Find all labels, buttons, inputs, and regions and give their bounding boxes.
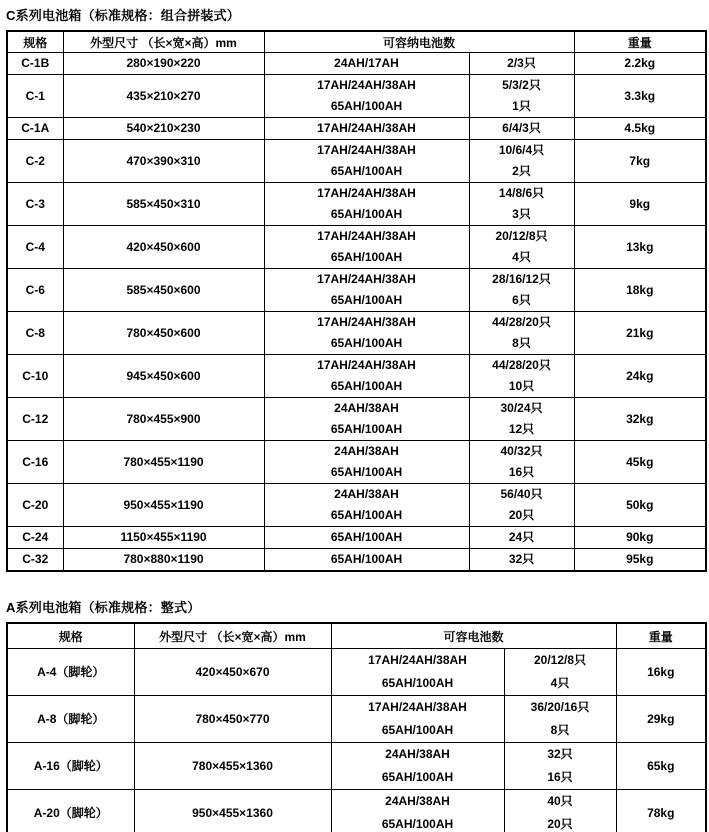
size-cell bbox=[63, 441, 264, 484]
battery-count-line: 16只 bbox=[547, 770, 573, 784]
battery-counts-cell bbox=[469, 75, 574, 118]
weight-value: 16kg bbox=[647, 664, 675, 679]
table-row bbox=[7, 790, 706, 832]
battery-types-cell bbox=[331, 790, 504, 832]
battery-type-line: 24AH/38AH bbox=[385, 794, 450, 808]
weight-cell bbox=[574, 398, 706, 441]
battery-type-line: 17AH/24AH/38AH bbox=[317, 143, 416, 157]
battery-types-cell bbox=[264, 53, 469, 75]
weight-cell bbox=[616, 790, 706, 832]
battery-types-cell bbox=[331, 743, 504, 790]
weight-cell bbox=[574, 441, 706, 484]
battery-count-line: 2/3只 bbox=[507, 56, 536, 70]
battery-type-line: 65AH/100AH bbox=[381, 723, 454, 737]
battery-type-line: 17AH/24AH/38AH bbox=[368, 653, 467, 667]
table-row bbox=[7, 312, 706, 355]
battery-type-line: 17AH/24AH/38AH bbox=[317, 272, 416, 286]
table-row bbox=[7, 269, 706, 312]
dimensions-value: 540×210×230 bbox=[126, 121, 201, 135]
battery-counts-cell bbox=[504, 743, 616, 790]
c-header-size: 外型尺寸 （长×宽×高）mm bbox=[63, 31, 264, 53]
spec-cell bbox=[7, 527, 63, 549]
battery-types-cell bbox=[264, 527, 469, 549]
weight-value: 7kg bbox=[629, 153, 651, 168]
weight-value: 50kg bbox=[626, 497, 654, 512]
spec-label: C-24 bbox=[22, 530, 49, 544]
battery-types-cell bbox=[264, 226, 469, 269]
a-series-table bbox=[6, 622, 707, 832]
weight-cell bbox=[574, 312, 706, 355]
battery-counts-cell bbox=[469, 549, 574, 572]
battery-counts-cell bbox=[469, 484, 574, 527]
spec-cell bbox=[7, 743, 134, 790]
table-row bbox=[7, 484, 706, 527]
spec-label: C-8 bbox=[25, 325, 45, 340]
c-header-spec: 规格 bbox=[7, 31, 63, 53]
battery-count-line: 20/12/8只 bbox=[495, 229, 548, 243]
spec-cell bbox=[7, 441, 63, 484]
weight-value: 32kg bbox=[626, 411, 654, 426]
battery-count-line: 2只 bbox=[512, 164, 531, 178]
weight-cell bbox=[574, 549, 706, 572]
battery-count-line: 8只 bbox=[550, 723, 570, 737]
spec-label: A-20（脚轮） bbox=[33, 805, 108, 820]
weight-value: 90kg bbox=[626, 530, 654, 544]
size-cell bbox=[63, 527, 264, 549]
battery-count-line: 10/6/4只 bbox=[498, 143, 545, 157]
battery-types-cell bbox=[264, 75, 469, 118]
table-row bbox=[7, 118, 706, 140]
battery-count-line: 4只 bbox=[512, 250, 531, 264]
battery-type-line: 65AH/100AH bbox=[330, 379, 403, 393]
weight-cell bbox=[574, 183, 706, 226]
battery-type-line: 65AH/100AH bbox=[330, 293, 403, 307]
dimensions-value: 780×455×1360 bbox=[192, 758, 273, 773]
spec-cell bbox=[7, 549, 63, 572]
spec-cell bbox=[7, 696, 134, 743]
weight-value: 21kg bbox=[626, 325, 654, 340]
battery-count-line: 40只 bbox=[547, 794, 573, 808]
battery-counts-cell bbox=[469, 312, 574, 355]
size-cell bbox=[134, 743, 331, 790]
weight-cell bbox=[574, 527, 706, 549]
battery-counts-cell bbox=[504, 696, 616, 743]
battery-types-cell bbox=[264, 441, 469, 484]
table-row bbox=[7, 441, 706, 484]
battery-counts-cell bbox=[469, 226, 574, 269]
spec-cell bbox=[7, 75, 63, 118]
battery-type-line: 17AH/24AH/38AH bbox=[317, 78, 416, 92]
battery-count-line: 44/28/20只 bbox=[492, 315, 551, 329]
battery-type-line: 24AH/38AH bbox=[385, 747, 450, 761]
battery-counts-cell bbox=[469, 441, 574, 484]
size-cell bbox=[63, 118, 264, 140]
battery-count-line: 32只 bbox=[547, 747, 573, 761]
spec-cell bbox=[7, 484, 63, 527]
dimensions-value: 280×190×220 bbox=[126, 56, 201, 70]
table-row bbox=[7, 527, 706, 549]
c-series-table bbox=[6, 30, 707, 572]
c-header-weight: 重量 bbox=[574, 31, 706, 53]
battery-count-line: 20只 bbox=[547, 817, 573, 831]
battery-count-line: 20只 bbox=[508, 508, 535, 522]
battery-type-line: 65AH/100AH bbox=[330, 552, 403, 566]
weight-value: 9kg bbox=[629, 196, 651, 211]
battery-types-cell bbox=[264, 140, 469, 183]
dimensions-value: 585×450×600 bbox=[126, 282, 201, 297]
dimensions-value: 420×450×670 bbox=[195, 664, 270, 679]
battery-count-line: 6/4/3只 bbox=[502, 121, 541, 135]
dimensions-value: 945×450×600 bbox=[126, 368, 201, 383]
size-cell bbox=[134, 696, 331, 743]
battery-count-line: 20/12/8只 bbox=[533, 653, 587, 667]
spec-cell bbox=[7, 355, 63, 398]
weight-cell bbox=[574, 53, 706, 75]
battery-type-line: 65AH/100AH bbox=[381, 817, 454, 831]
spec-label: C-16 bbox=[22, 454, 49, 469]
battery-type-line: 65AH/100AH bbox=[381, 770, 454, 784]
battery-counts-cell bbox=[469, 398, 574, 441]
spec-label: C-32 bbox=[22, 552, 49, 566]
dimensions-value: 780×455×1190 bbox=[123, 454, 204, 469]
battery-type-line: 65AH/100AH bbox=[330, 336, 403, 350]
battery-count-line: 10只 bbox=[508, 379, 535, 393]
size-cell bbox=[63, 269, 264, 312]
battery-count-line: 44/28/20只 bbox=[492, 358, 551, 372]
spec-label: C-4 bbox=[25, 239, 45, 254]
spec-label: A-8（脚轮） bbox=[37, 711, 105, 726]
table-row bbox=[7, 398, 706, 441]
spec-label: C-1 bbox=[25, 88, 45, 103]
spec-cell bbox=[7, 118, 63, 140]
a-header-spec: 规格 bbox=[7, 623, 134, 649]
weight-value: 24kg bbox=[626, 368, 654, 383]
size-cell bbox=[63, 75, 264, 118]
battery-count-line: 36/20/16只 bbox=[530, 700, 590, 714]
c-series-title: C系列电池箱（标准规格：组合拼装式） bbox=[6, 8, 240, 23]
size-cell bbox=[63, 549, 264, 572]
table-row bbox=[7, 53, 706, 75]
a-table-header-row bbox=[7, 623, 706, 649]
weight-cell bbox=[574, 355, 706, 398]
battery-types-cell bbox=[264, 312, 469, 355]
dimensions-value: 420×450×600 bbox=[126, 239, 201, 254]
battery-type-line: 24AH/17AH bbox=[334, 56, 399, 70]
battery-type-line: 65AH/100AH bbox=[330, 465, 403, 479]
battery-counts-cell bbox=[469, 527, 574, 549]
battery-counts-cell bbox=[469, 269, 574, 312]
table-row bbox=[7, 226, 706, 269]
spec-label: A-16（脚轮） bbox=[33, 758, 108, 773]
size-cell bbox=[63, 140, 264, 183]
battery-type-line: 24AH/38AH bbox=[334, 444, 399, 458]
battery-count-line: 28/16/12只 bbox=[492, 272, 551, 286]
a-header-weight: 重量 bbox=[616, 623, 706, 649]
battery-count-line: 1只 bbox=[512, 99, 531, 113]
battery-type-line: 17AH/24AH/38AH bbox=[317, 186, 416, 200]
battery-count-line: 3只 bbox=[512, 207, 531, 221]
spec-cell bbox=[7, 790, 134, 832]
battery-count-line: 40/32只 bbox=[500, 444, 543, 458]
battery-counts-cell bbox=[469, 355, 574, 398]
battery-type-line: 65AH/100AH bbox=[330, 250, 403, 264]
weight-cell bbox=[574, 226, 706, 269]
table-row bbox=[7, 75, 706, 118]
dimensions-value: 470×390×310 bbox=[126, 153, 201, 168]
spec-label: C-1B bbox=[21, 56, 50, 70]
a-series-title: A系列电池箱（标准规格：整式） bbox=[6, 600, 201, 615]
battery-type-line: 17AH/24AH/38AH bbox=[317, 121, 416, 135]
battery-count-line: 56/40只 bbox=[500, 487, 543, 501]
battery-type-line: 65AH/100AH bbox=[330, 99, 403, 113]
dimensions-value: 780×450×600 bbox=[126, 325, 201, 340]
a-header-size: 外型尺寸 （长×宽×高）mm bbox=[134, 623, 331, 649]
battery-type-line: 65AH/100AH bbox=[330, 530, 403, 544]
weight-value: 29kg bbox=[647, 711, 675, 726]
battery-types-cell bbox=[264, 484, 469, 527]
a-header-capacity: 可容电池数 bbox=[331, 623, 616, 649]
spec-label: C-6 bbox=[25, 282, 45, 297]
battery-counts-cell bbox=[469, 118, 574, 140]
battery-types-cell bbox=[264, 549, 469, 572]
table-row bbox=[7, 355, 706, 398]
dimensions-value: 1150×455×1190 bbox=[120, 530, 207, 544]
spec-label: C-10 bbox=[22, 368, 49, 383]
table-row bbox=[7, 183, 706, 226]
battery-counts-cell bbox=[469, 53, 574, 75]
c-table-header-row bbox=[7, 31, 706, 53]
weight-value: 65kg bbox=[647, 758, 675, 773]
dimensions-value: 585×450×310 bbox=[126, 196, 201, 211]
weight-value: 13kg bbox=[626, 239, 654, 254]
battery-type-line: 65AH/100AH bbox=[330, 207, 403, 221]
battery-type-line: 17AH/24AH/38AH bbox=[317, 358, 416, 372]
dimensions-value: 780×450×770 bbox=[195, 711, 270, 726]
weight-cell bbox=[574, 484, 706, 527]
spec-label: C-1A bbox=[21, 121, 50, 135]
spec-label: C-12 bbox=[22, 411, 49, 426]
dimensions-value: 780×455×900 bbox=[126, 411, 201, 426]
battery-type-line: 65AH/100AH bbox=[330, 508, 403, 522]
table-row bbox=[7, 649, 706, 696]
battery-count-line: 8只 bbox=[512, 336, 531, 350]
battery-type-line: 24AH/38AH bbox=[334, 401, 399, 415]
weight-cell bbox=[574, 140, 706, 183]
spec-cell bbox=[7, 226, 63, 269]
table-row bbox=[7, 743, 706, 790]
weight-cell bbox=[574, 75, 706, 118]
battery-count-line: 32只 bbox=[508, 552, 535, 566]
size-cell bbox=[63, 53, 264, 75]
battery-types-cell bbox=[264, 398, 469, 441]
battery-counts-cell bbox=[469, 140, 574, 183]
weight-value: 3.3kg bbox=[624, 88, 656, 103]
spec-cell bbox=[7, 269, 63, 312]
battery-count-line: 12只 bbox=[508, 422, 535, 436]
size-cell bbox=[134, 649, 331, 696]
weight-value: 78kg bbox=[647, 805, 675, 820]
dimensions-value: 435×210×270 bbox=[126, 88, 201, 103]
battery-counts-cell bbox=[469, 183, 574, 226]
battery-types-cell bbox=[264, 183, 469, 226]
weight-cell bbox=[616, 649, 706, 696]
battery-type-line: 65AH/100AH bbox=[330, 164, 403, 178]
spec-cell bbox=[7, 398, 63, 441]
battery-type-line: 17AH/24AH/38AH bbox=[368, 700, 467, 714]
weight-value: 18kg bbox=[626, 282, 654, 297]
weight-value: 45kg bbox=[626, 454, 654, 469]
size-cell bbox=[63, 484, 264, 527]
battery-count-line: 16只 bbox=[508, 465, 535, 479]
table-row bbox=[7, 696, 706, 743]
table-row bbox=[7, 549, 706, 572]
weight-cell bbox=[574, 118, 706, 140]
dimensions-value: 950×455×1360 bbox=[192, 805, 273, 820]
battery-counts-cell bbox=[504, 649, 616, 696]
size-cell bbox=[63, 312, 264, 355]
battery-types-cell bbox=[331, 649, 504, 696]
battery-count-line: 24只 bbox=[508, 530, 535, 544]
weight-cell bbox=[574, 269, 706, 312]
battery-type-line: 17AH/24AH/38AH bbox=[317, 229, 416, 243]
battery-types-cell bbox=[264, 118, 469, 140]
battery-type-line: 17AH/24AH/38AH bbox=[317, 315, 416, 329]
battery-count-line: 4只 bbox=[550, 676, 570, 690]
size-cell bbox=[63, 183, 264, 226]
battery-types-cell bbox=[264, 269, 469, 312]
weight-cell bbox=[616, 696, 706, 743]
battery-type-line: 65AH/100AH bbox=[381, 676, 454, 690]
size-cell bbox=[134, 790, 331, 832]
spec-cell bbox=[7, 649, 134, 696]
battery-types-cell bbox=[264, 355, 469, 398]
battery-counts-cell bbox=[504, 790, 616, 832]
weight-cell bbox=[616, 743, 706, 790]
battery-count-line: 30/24只 bbox=[500, 401, 543, 415]
spec-cell bbox=[7, 183, 63, 226]
weight-value: 2.2kg bbox=[624, 56, 656, 70]
battery-count-line: 14/8/6只 bbox=[498, 186, 545, 200]
size-cell bbox=[63, 226, 264, 269]
spec-label: A-4（脚轮） bbox=[37, 664, 105, 679]
spec-label: C-20 bbox=[22, 497, 49, 512]
size-cell bbox=[63, 355, 264, 398]
spec-label: C-2 bbox=[25, 153, 45, 168]
weight-value: 4.5kg bbox=[624, 121, 656, 135]
table-row bbox=[7, 140, 706, 183]
battery-types-cell bbox=[331, 696, 504, 743]
battery-count-line: 6只 bbox=[512, 293, 531, 307]
dimensions-value: 780×880×1190 bbox=[123, 552, 204, 566]
size-cell bbox=[63, 398, 264, 441]
battery-type-line: 65AH/100AH bbox=[330, 422, 403, 436]
spec-label: C-3 bbox=[25, 196, 45, 211]
battery-count-line: 5/3/2只 bbox=[502, 78, 541, 92]
weight-value: 95kg bbox=[626, 552, 654, 566]
battery-type-line: 24AH/38AH bbox=[334, 487, 399, 501]
dimensions-value: 950×455×1190 bbox=[123, 497, 204, 512]
spec-cell bbox=[7, 53, 63, 75]
c-header-capacity: 可容纳电池数 bbox=[264, 31, 574, 53]
spec-cell bbox=[7, 140, 63, 183]
spec-cell bbox=[7, 312, 63, 355]
